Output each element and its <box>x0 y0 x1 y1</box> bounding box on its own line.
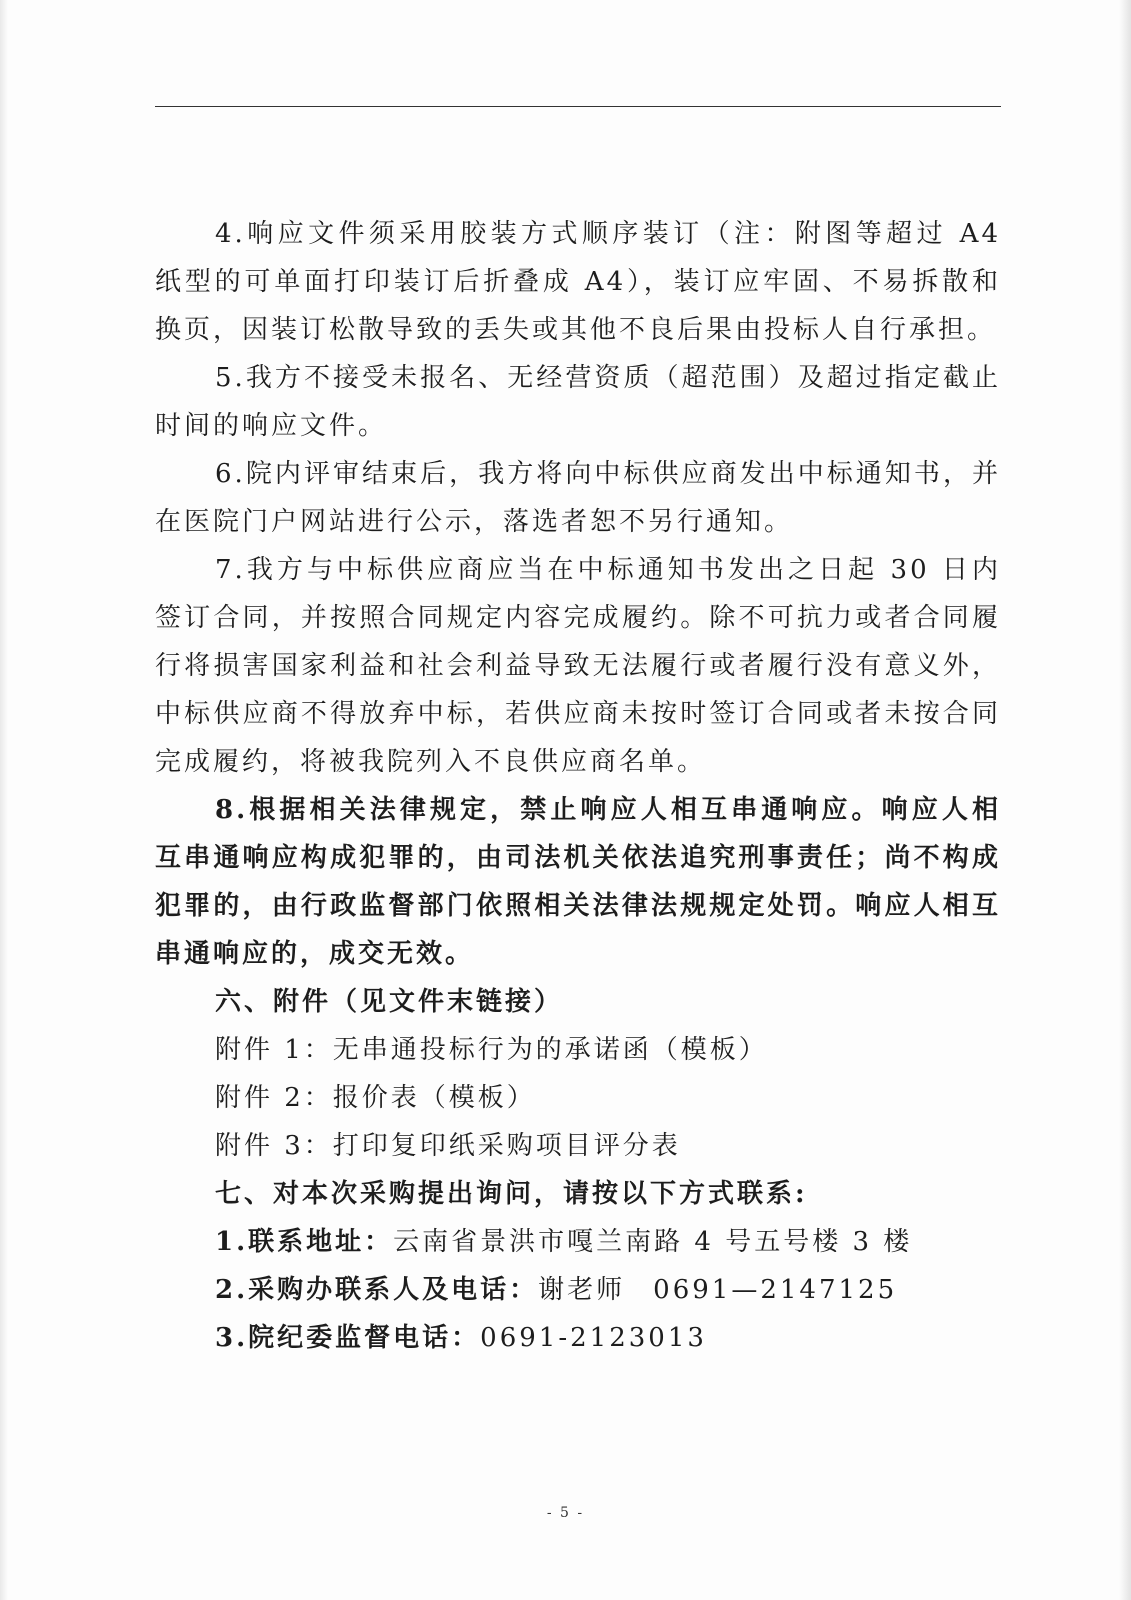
contact-person-line <box>155 1266 1001 1314</box>
attachment-item-1: 附件 1：无串通投标行为的承诺函（模板） <box>215 1035 768 1065</box>
supervision-phone-line <box>155 1314 1001 1362</box>
paragraph-binding-requirements: 4.响应文件须采用胶装方式顺序装订（注：附图等超过 A4 纸型的可单面打印装订后折叠成 A4），装订应牢固、不易拆散和换页，因装订松散导致的丢失或其他不良后果由投标人自行承担。 <box>155 219 1001 345</box>
scan-edge-left <box>0 0 8 1600</box>
contact-person-phone: 0691—2147125 <box>653 1275 898 1305</box>
attachment-item-3: 附件 3：打印复印纸采购项目评分表 <box>215 1131 681 1161</box>
contact-address-value: 云南省景洪市嘎兰南路 4 号五号楼 3 楼 <box>393 1227 913 1257</box>
contact-address-label: 1.联系地址： <box>215 1227 394 1257</box>
section-heading-attachments: 六、附件（见文件末链接） <box>215 987 564 1017</box>
section-heading-inquiries: 七、对本次采购提出询问，请按以下方式联系: <box>215 1179 808 1209</box>
document-body <box>155 210 1001 1362</box>
paragraph-collusion-prohibition: 8.根据相关法律规定，禁止响应人相互串通响应。响应人相互串通响应构成犯罪的，由司法机关依法追究刑事责任；尚不构成犯罪的，由行政监督部门依照相关法律法规规定处罚。响应人相互串通响应的，成交无效。 <box>155 795 1001 969</box>
paragraph-rejection-conditions: 5.我方不接受未报名、无经营资质（超范围）及超过指定截止时间的响应文件。 <box>155 363 1001 441</box>
contact-person-label: 2.采购办联系人及电话： <box>215 1275 539 1305</box>
supervision-phone-label: 3.院纪委监督电话： <box>215 1323 481 1353</box>
supervision-phone-value: 0691-2123013 <box>480 1323 707 1353</box>
header-rule <box>155 106 1001 107</box>
paragraph-contract-signing: 7.我方与中标供应商应当在中标通知书发出之日起 30 日内签订合同，并按照合同规定内容完成履约。除不可抗力或者合同履行将损害国家利益和社会利益导致无法履行或者履行没有意义外，中标供应商不得放弃中标，若供应商未按时签订合同或者未按合同完成履约，将被我院列入不良供应商名单。 <box>155 555 1001 777</box>
page-number: - 5 - <box>546 1505 585 1521</box>
attachment-item-2: 附件 2：报价表（模板） <box>215 1083 536 1113</box>
paragraph-award-notice: 6.院内评审结束后，我方将向中标供应商发出中标通知书，并在医院门户网站进行公示，落选者恕不另行通知。 <box>155 459 1001 537</box>
contact-person-name: 谢老师 <box>538 1275 626 1305</box>
scan-edge-right <box>1119 0 1131 1600</box>
contact-address-line <box>155 1218 1001 1266</box>
